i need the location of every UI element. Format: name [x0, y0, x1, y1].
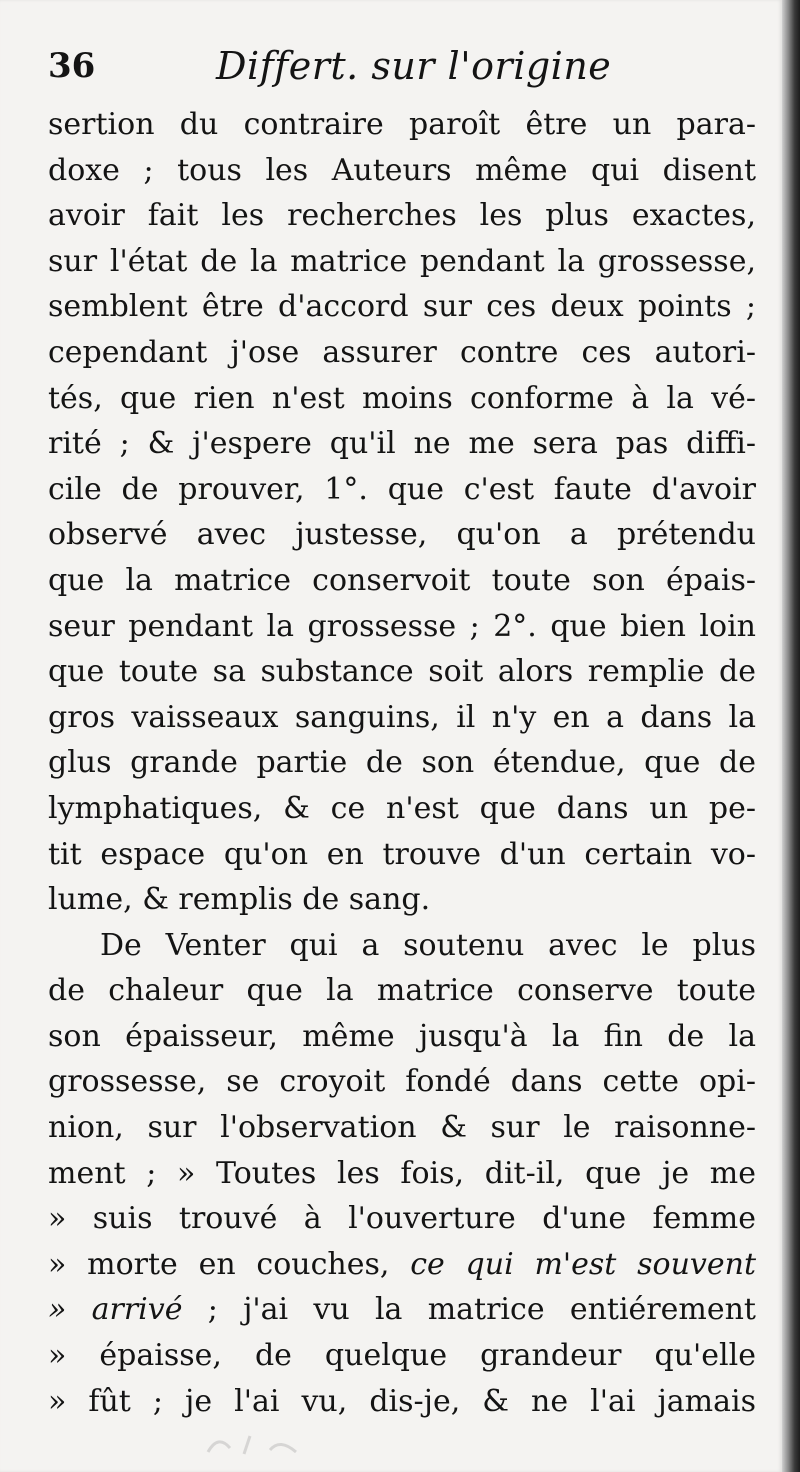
text-line: de chaleur que la matrice conserve toute	[48, 973, 756, 1009]
text-line: nion, sur l'observation & sur le raisonne-	[48, 1110, 756, 1146]
text-line	[48, 1287, 756, 1333]
text-line: De Venter qui a soutenu avec le plus	[100, 927, 756, 963]
body-text	[48, 102, 756, 1424]
bleed-through-mark	[200, 1430, 310, 1460]
text-line: avoir fait les recherches les plus exactes,	[48, 198, 756, 234]
page-number: 36	[48, 46, 96, 86]
paragraph-1	[48, 102, 756, 923]
text-line: cependant j'ose assurer contre ces autori-	[48, 334, 756, 370]
page-edge-shadow	[782, 0, 800, 1472]
text-italic: ce qui m'est souvent	[410, 1246, 756, 1282]
text-line: que toute sa substance soit alors remplie de	[48, 654, 756, 690]
text-line: glus grande partie de son étendue, que de	[48, 745, 756, 781]
running-head: Differt. sur l'origine	[216, 44, 612, 88]
text-line: ment ; » Toutes les fois, dit-il, que je me	[48, 1155, 756, 1191]
text-line: lume, & remplis de sang.	[48, 882, 431, 918]
text-line: que la matrice conservoit toute son épais-	[48, 562, 756, 598]
text-roman: » morte en couches,	[48, 1246, 411, 1282]
text-line: tit espace qu'on en trouve d'un certain vo-	[48, 836, 756, 872]
text-line: sur l'état de la matrice pendant la grossesse,	[48, 243, 756, 279]
text-line: gros vaisseaux sanguins, il n'y en a dans la	[48, 699, 756, 735]
text-roman: ; j'ai vu la matrice entiérement	[182, 1292, 756, 1328]
text-line: sertion du contraire paroît être un para-	[48, 107, 756, 142]
text-italic: » arrivé	[48, 1292, 183, 1328]
text-line: » fût ; je l'ai vu, dis-je, & ne l'ai jamais	[48, 1383, 756, 1419]
text-line: grossesse, se croyoit fondé dans cette opi-	[48, 1064, 756, 1100]
text-line: cile de prouver, 1°. que c'est faute d'avoir	[48, 471, 756, 507]
text-line: rité ; & j'espere qu'il ne me sera pas diffi-	[48, 426, 756, 462]
text-line: doxe ; tous les Auteurs même qui disent	[48, 152, 756, 188]
text-line: son épaisseur, même jusqu'à la fin de la	[48, 1018, 756, 1054]
text-line: » épaisse, de quelque grandeur qu'elle	[48, 1338, 756, 1374]
text-line: observé avec justesse, qu'on a prétendu	[48, 517, 756, 553]
text-line: tés, que rien n'est moins conforme à la vé-	[48, 380, 756, 416]
page-header	[48, 40, 748, 96]
paragraph-2	[48, 923, 756, 1425]
text-line: lymphatiques, & ce n'est que dans un pe-	[48, 790, 756, 826]
text-line: seur pendant la grossesse ; 2°. que bien loin	[48, 608, 756, 644]
text-line: semblent être d'accord sur ces deux points ;	[48, 289, 756, 325]
text-line	[48, 1242, 756, 1288]
text-line: » suis trouvé à l'ouverture d'une femme	[48, 1201, 756, 1237]
